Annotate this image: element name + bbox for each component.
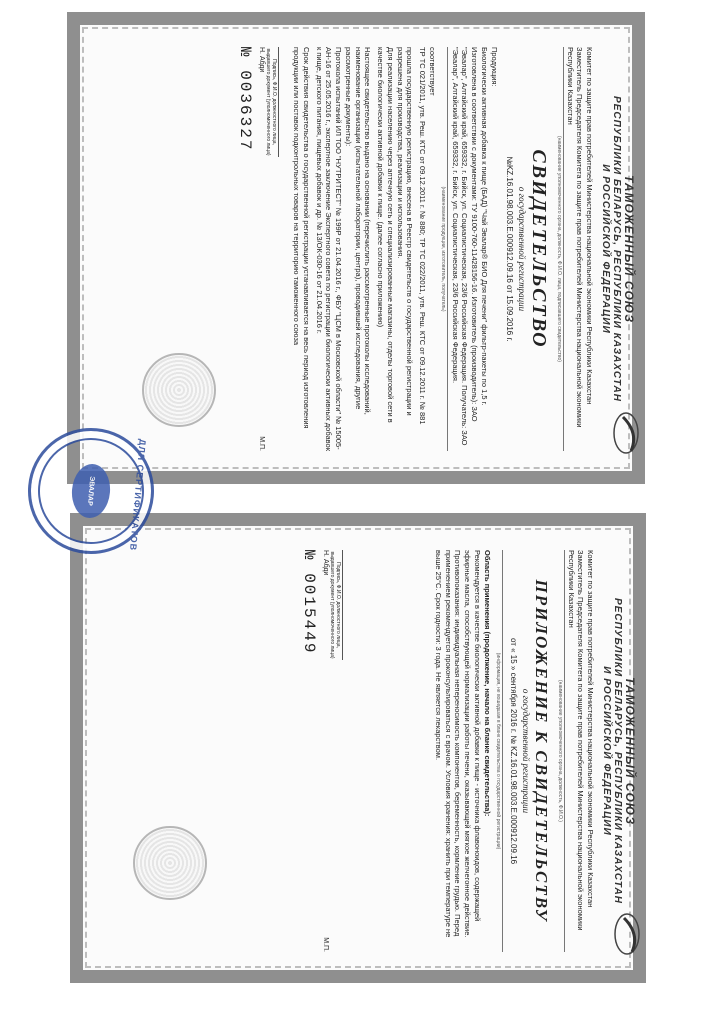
authority-line: Комитет по защите прав потребителей Министерства национальной экономики Республики Казахстан [584, 47, 594, 405]
signature-block [322, 550, 343, 660]
certificate-sheet [67, 12, 645, 484]
stamp-center-text: ЭВАЛАР [86, 476, 96, 506]
signer-name: Н. Абди [322, 550, 330, 576]
header-line: ТАМОЖЕННЫЙ СОЮЗ [622, 174, 636, 324]
validity-text: Срок действия свидетельства о государственной регистрации устанавливается на весь период изготовления продукции или поставок подконтрольных товаров на территорию таможенного союза [292, 47, 311, 429]
product-label: Продукция: [489, 47, 499, 87]
signer-caption: Подпись, Ф.И.О. должностного лица, выдавшего документ (уполномоченного лица) [265, 48, 278, 156]
compliance-label: соответствует [427, 47, 437, 96]
grey-seal [133, 826, 207, 900]
annex-date-caption: (информация, не вошедшая в бланк свидетельства о государственной регистрации) [495, 550, 503, 952]
signature-block [258, 47, 279, 157]
company-stamp [23, 423, 160, 560]
scope-label: Область применения (продолжение, начало на бланке свидетельства): [482, 550, 492, 817]
signature-row [258, 47, 279, 451]
header-line: РЕСПУБЛИКИ БЕЛАРУСЬ, РЕСПУБЛИКИ КАЗАХСТАН [610, 96, 622, 402]
signature-row [322, 550, 343, 952]
registration-number: №KZ.16.01.98.003.Е.000912.09.16 от 15.09.2016 г. [504, 156, 514, 342]
authority-line: Заместитель Председателя Комитета по защите прав потребителей Министерства национальной экономики Республики Казахстан [566, 47, 585, 428]
authority-line: Заместитель Председателя Комитета по защите прав потребителей Министерства национальной экономики Республики Казахстан [567, 550, 586, 931]
annex-subtitle: о государственной регистрации [520, 688, 531, 814]
registration-text: прошла государственную регистрацию, внесена в Реестр свидетельств о государственной регистрации и разрешена для производства, реализации и использования. [395, 47, 415, 416]
customs-union-logo-icon [611, 411, 641, 455]
header-line: И РОССИЙСКОЙ ФЕДЕРАЦИИ [600, 666, 612, 836]
customs-union-logo-icon [612, 912, 642, 956]
distribution-text: Для реализации населению через аптечную сеть и специализированные магазины, отделы торговой сети в качестве биологически активной добавки к пище. (далее согласно приложению) [376, 47, 395, 423]
signer-caption: Подпись, Ф.И.О. должностного лица, выдавшего документ (уполномоченного лица) [329, 551, 342, 659]
protocol-text: Протокола испытаний ИЛ ТОО "НУТРИТЕСТ" № 199Р от 21.04.2016 г., ФБУ "ЦСМ в Московской области" № 15005-АН-16 от 25.05.2016 г., экспертное заключение Экспертного совета по регистрации биологически активных добавок к пище, детского питания, пищевых добавок и др. № 13/ОК-030-16 от 21.04.2016 г. [314, 47, 344, 451]
stamp-ring-text: ДЛЯ СЕРТИФИКАТОВ [127, 438, 148, 552]
authority-line: Комитет по защите прав потребителей Министерства национальной экономики Республики Казахстан [585, 550, 595, 908]
serial-number: № 0015449 [300, 550, 319, 655]
annex-content [106, 536, 646, 966]
union-header [600, 47, 635, 451]
product-text: Биологически активная добавка к пище (БАД) "Чай Эвалар® БИО Для печени" фильтр-пакеты по 1,5 г. Изготовлена в соответствии с документами: ТУ 9100-760-11428156-16. Изготовитель (производитель): ЗАО "Эвалар", Алтайский край, 659332, г. Бийск, ул. Социалистическая, 23/6 Российская Федерация. Получатель: ЗАО "Эвалар", Алтайский край, 659332, г. Бийск, ул. Социалистическая, 23/6 Российская Федерация. [450, 47, 489, 446]
annex-title: ПРИЛОЖЕНИЕ К СВИДЕТЕЛЬСТВУ [531, 579, 551, 923]
serial-number: № 0036327 [236, 47, 255, 152]
authority-caption: (наименование уполномоченного органа, должность, Ф.И.О.) [557, 550, 565, 952]
document-subtitle: о государственной регистрации [516, 186, 527, 312]
compliance-text: ТР ТС 021/2011, утв. Реш. КТС от 09.12.2011 г. № 880; ТР ТС 022/2011, утв. Реш. КТС от 09.12.2011 г. № 881 [418, 47, 428, 425]
authority-caption: (наименование уполномоченного органа, должность, Ф.И.О. лица, подписавшего свидетельство) [556, 47, 564, 451]
seal-place: М.П. [258, 436, 266, 451]
signer-name: Н. Абди [258, 47, 266, 73]
stamp-logo-icon [70, 462, 113, 519]
header-line: И РОССИЙСКОЙ ФЕДЕРАЦИИ [599, 164, 611, 334]
product-caption: (наименование продукции, изготовитель, получатель) [440, 47, 448, 451]
header-line: РЕСПУБЛИКИ БЕЛАРУСЬ, РЕСПУБЛИКИ КАЗАХСТАН [611, 598, 623, 904]
grey-seal [142, 353, 216, 427]
union-header [601, 550, 636, 952]
scope-text: Рекомендуется в качестве биологически активной добавки к пище - источника флавоноидов, содержащей эфирные масла, способствующей нормализации работы печени, оказывающей мягкое желчегонное действие. Противопоказания: индивидуальная непереносимость компонентов, беременность, кормление грудью. Перед применением рекомендуется проконсультироваться с врачом. Условия хранения: хранить при температуре не выше 25°С. Срок годности: 3 года. Не является лекарством. [433, 550, 482, 938]
basis-text: Настоящее свидетельство выдано на основании (перечислить рассмотренные протоколы исследований, наименование организации (испытательной лаборатории, центра), проводившей исследования, другие рассмотренные документы): [343, 47, 373, 415]
document-title: СВИДЕТЕЛЬСТВО [527, 149, 550, 349]
annex-date-line: от « 15 » сентября 2016 г. № KZ.16.01.98.003.Е.000912.09.16 [508, 637, 518, 865]
annex-sheet [70, 513, 646, 983]
seal-place: М.П. [322, 937, 330, 952]
header-line: ТАМОЖЕННЫЙ СОЮЗ [623, 676, 637, 826]
